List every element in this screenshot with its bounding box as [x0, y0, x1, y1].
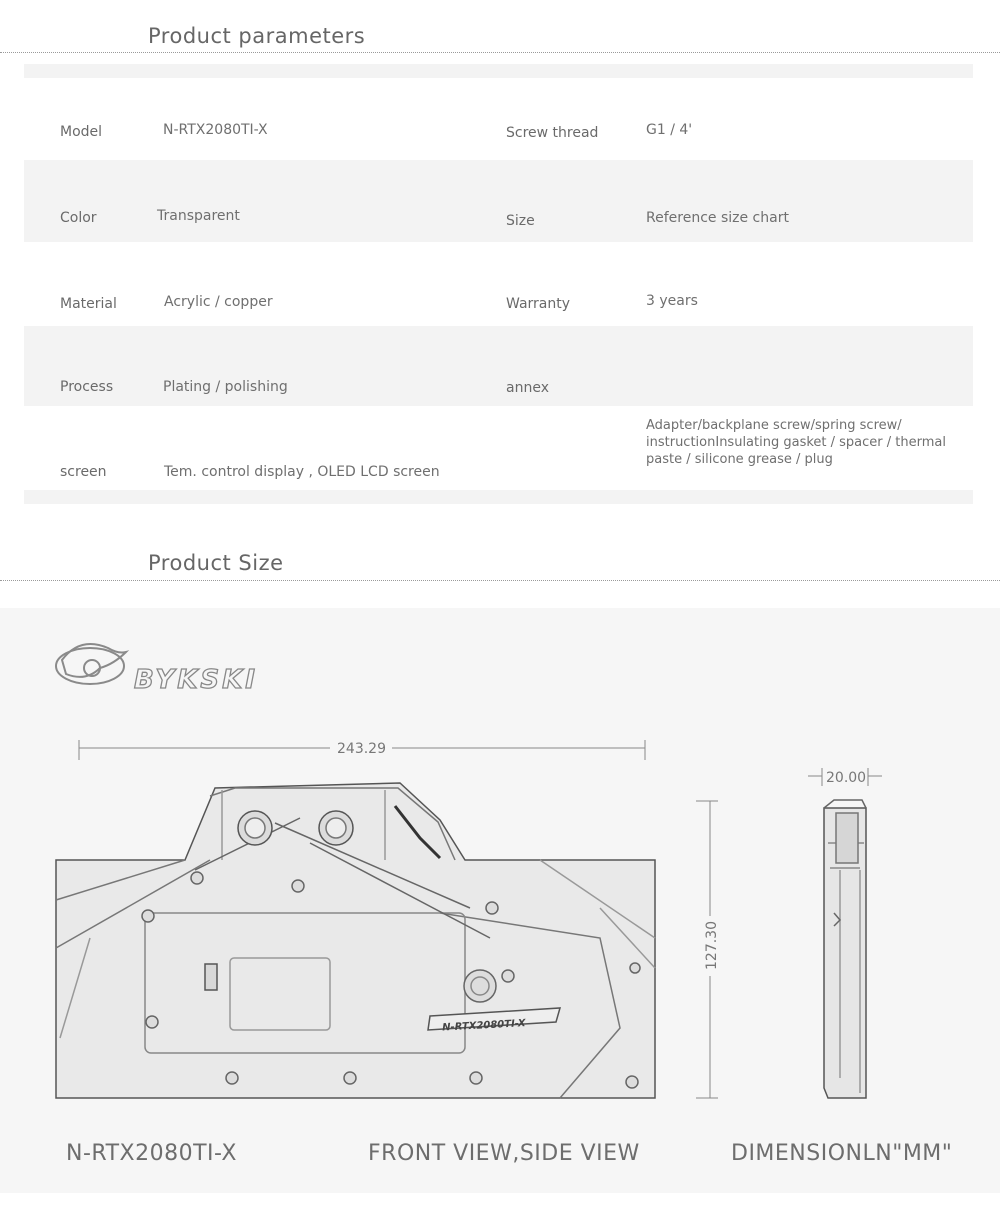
table-band — [24, 490, 973, 504]
plate-model-label: N-RTX2080TI-X — [441, 1018, 526, 1034]
size-value: Reference size chart — [646, 210, 789, 226]
color-value: Transparent — [157, 208, 240, 224]
screen-value: Tem. control display , OLED LCD screen — [164, 464, 440, 480]
size-label: Size — [506, 213, 535, 229]
model-value: N-RTX2080TI-X — [163, 122, 268, 138]
model-caption: N-RTX2080TI-X — [66, 1141, 237, 1166]
brand-name: BYKSKI — [134, 665, 258, 695]
screen-label: screen — [60, 464, 107, 480]
screw-thread-label: Screw thread — [506, 125, 599, 141]
front-view — [56, 783, 655, 1098]
title-divider — [0, 52, 1000, 53]
process-value: Plating / polishing — [163, 379, 288, 395]
side-view — [824, 800, 866, 1098]
annex-label: annex — [506, 380, 549, 396]
parameters-table — [24, 64, 973, 504]
color-label: Color — [60, 210, 97, 226]
height-value: 127.30 — [704, 921, 720, 970]
model-label: Model — [60, 124, 103, 140]
width-dimension — [808, 768, 882, 786]
units-caption: DIMENSIONLN"MM" — [731, 1141, 953, 1166]
size-divider — [0, 580, 1000, 581]
views-caption: FRONT VIEW,SIDE VIEW — [368, 1141, 640, 1166]
drawing-svg — [0, 608, 1000, 1193]
length-value: 243.29 — [337, 741, 386, 757]
annex-value: Adapter/backplane screw/spring screw/ instructionInsulating gasket / spacer / thermal paste / silicone grease / plug — [646, 418, 946, 467]
brand-logo — [56, 644, 258, 695]
warranty-value: 3 years — [646, 293, 698, 309]
height-dimension — [696, 801, 720, 1098]
width-value: 20.00 — [826, 770, 867, 786]
screw-thread-value: G1 / 4' — [646, 122, 693, 138]
warranty-label: Warranty — [506, 296, 571, 312]
table-band — [24, 64, 973, 78]
dimension-drawing — [0, 608, 1000, 1193]
material-value: Acrylic / copper — [164, 294, 273, 310]
product-parameters-title: Product parameters — [148, 24, 366, 48]
length-dimension — [79, 740, 645, 760]
material-label: Material — [60, 296, 117, 312]
product-size-title: Product Size — [148, 551, 284, 575]
table-band — [24, 160, 973, 242]
process-label: Process — [60, 379, 114, 395]
